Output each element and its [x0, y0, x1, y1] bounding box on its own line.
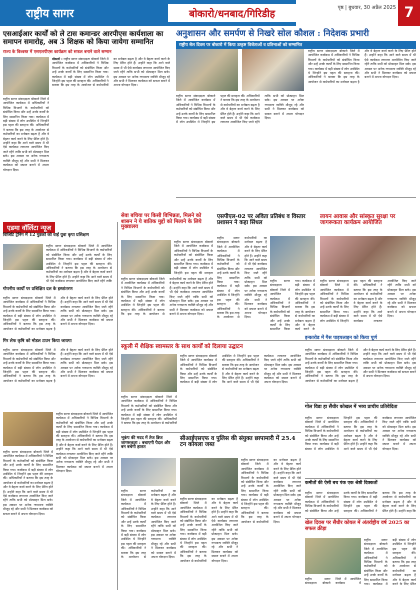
story-4-body: राष्ट्रीय सागर संवाददाता बोकारो जिले में आयोजित कार्यक्रम में अधिकारियों ने विभिन्न विभागों के कर्मचारियों को संबोधित किया और उन्हें उनके कार्यों के लिए सम्मानित किया गया। कार्यक्रम में बड़ी संख्या में लोग उपस्थित थे जिन्होंने इस पहल की सराहना की। अधिकारियों ने बताया कि इस तरह के आयोजन से कर्मचारियों का मनोबल बढ़ता है और वे बेहतर कार्य करने के लिए प्रेरित होते हैं। उन्होंने कहा कि आने वाले समय में भी ऐसे कार्यक्रम लगातार आयोजित किए जाते रहेंगे ताकि सभी को प्रोत्साहन मिल सके। इस अवसर पर अनेक गणमान्य व्यक्ति मौजूद रहे और सभी ने मिलकर कार्यक्रम को सफल बनाने में अपना योगदान दिया। — [217, 236, 267, 320]
news-box-item-3: गिर लेफ कृषि को मोडल टाउन किया जायगा — [3, 339, 72, 344]
story-3-headline: सेवा बचिया पर किसी विभिन्नता, मिलने को शासन ने ये बातिक मुद्दों को मिलाने के लिये मुख्यालय — [121, 213, 202, 231]
news-box-photo — [3, 244, 43, 270]
issue-date: पृष्ठ | बुधवार, 30 अप्रैल 2025 — [337, 5, 396, 11]
story-2-body: राष्ट्रीय सागर संवाददाता बोकारो जिले में आयोजित कार्यक्रम में अधिकारियों ने विभिन्न विभागों के कर्मचारियों को संबोधित किया और उन्हें उनके कार्यों के लिए सम्मानित किया गया। कार्यक्रम में बड़ी संख्या में लोग उपस्थित थे जिन्होंने इस पहल की सराहना की। अधिकारियों ने बताया कि इस तरह के आयोजन से कर्मचारियों का मनोबल बढ़ता है और वे बेहतर कार्य करने के लिए प्रेरित होते हैं। उन्होंने कहा कि आने वाले समय में भी ऐसे कार्यक्रम लगातार आयोजित किए जाते रहेंगे ताकि सभी को प्रोत्साहन मिल सके। इस अवसर पर अनेक गणमान्य व्यक्ति मौजूद रहे और सभी ने मिलकर कार्यक्रम को सफल बनाने में अपना योगदान दिया। — [176, 94, 304, 125]
story-2-subhead: राष्ट्रीय सेल दिवस पर बोकारो में किया उत्कृष्ट विजेताओं व प्रतिभाओं को सम्मानित — [176, 41, 416, 49]
masthead — [0, 0, 420, 26]
story-4-photo — [270, 236, 315, 276]
story-12-photo — [305, 538, 361, 574]
story-7-photo — [180, 458, 238, 494]
story-12-body-2: राष्ट्रीय सागर संवाददाता बोकारो जिले में आयोजित कार्यक्रम में — [305, 577, 361, 586]
story-1-body-cont: राष्ट्रीय सागर संवाददाता बोकारो जिले में आयोजित कार्यक्रम में अधिकारियों ने विभिन्न विभागों के कर्मचारियों को संबोधित किया और उन्हें उनके कार्यों के लिए सम्मानित किया गया। कार्यक्रम में बड़ी संख्या में लोग उपस्थित थे जिन्होंने इस पहल की सराहना की। अधिकारियों ने बताया कि इस तरह के आयोजन से कर्मचारियों का मनोबल बढ़ता है और वे बेहतर कार्य करने के लिए प्रेरित होते हैं। उन्होंने कहा कि आने वाले समय में भी ऐसे कार्यक्रम लगातार आयोजित किए जाते रहेंगे ताकि सभी को प्रोत्साहन मिल सके। इस अवसर पर अनेक गणमान्य व्यक्ति मौजूद रहे और सभी ने मिलकर कार्यक्रम को सफल बनाने में अपना योगदान दिया। — [3, 97, 49, 172]
story-10-body: राष्ट्रीय सागर संवाददाता बोकारो जिले में आयोजित कार्यक्रम में अधिकारियों ने विभिन्न विभागों के कर्मचारियों को संबोधित किया और उन्हें उनके कार्यों के लिए सम्मानित किया गया। कार्यक्रम में बड़ी संख्या में लोग उपस्थित थे जिन्होंने इस पहल की सराहना की। अधिकारियों ने बताया कि इस तरह के आयोजन से कर्मचारियों का मनोबल बढ़ता है और वे बेहतर कार्य करने के लिए प्रेरित होते हैं। उन्होंने कहा कि — [305, 491, 416, 513]
story-10-headline: कमीतों की ऐसी बच पंक एक श्रेष्ठी दिक्कतों — [305, 481, 378, 486]
story-4-headline: एसपीएल-02 पर अविता प्रतिबंध व विस्तार प्रशासन ने कहा सिंधल — [217, 214, 306, 227]
story-2-photo-1 — [176, 49, 238, 91]
story-2-headline: अनुशासन और समर्पण से निखरे सोल कौशल : निदेशक प्रभारी — [176, 29, 369, 39]
story-12-headline: खेल दिवस पर सैंधीर कोयल में अंतर्राष्ट्रीय वर्ष 2025 का सफल क्रीड़ा — [305, 520, 410, 532]
story-5-body: राष्ट्रीय सागर संवाददाता बोकारो जिले में आयोजित कार्यक्रम में अधिकारियों ने विभिन्न विभागों के कर्मचारियों को संबोधित किया और उन्हें उनके कार्यों के लिए सम्मानित किया गया। कार्यक्रम में बड़ी संख्या में लोग उपस्थित थे जिन्होंने इस पहल की सराहना की। अधिकारियों ने बताया कि इस तरह के आयोजन से कर्मचारियों का मनोबल बढ़ता है और वे बेहतर कार्य करने के लिए प्रेरित होते हैं। उन्होंने कहा कि आने वाले समय में भी ऐसे कार्यक्रम लगातार आयोजित किए जाते रहेंगे ताकि सभी को प्रोत्साहन मिल सके। इस अवसर पर अनेक गणमान्य व्यक्ति मौजूद रहे और सभी ने मिलकर कार्यक्रम को सफल बनाने में अपना योगदान दिया। — [320, 279, 416, 323]
story-4-body-2: राष्ट्रीय सागर संवाददाता बोकारो जिले में आयोजित कार्यक्रम में अधिकारियों ने विभिन्न विभागों के कर्मचारियों को संबोधित किया और उन्हें उनके कार्यों के लिए सम्मानित किया गया। कार्यक्रम में बड़ी संख्या में लोग उपस्थित थे जिन्होंने इस पहल की सराहना की। अधिकारियों ने बताया कि इस तरह के आयोजन से कर्मचारियों का मनोबल बढ़ता है और वे बेहतर कार्य करने के — [270, 279, 315, 332]
story-1-subhead: राज्य के विश्वस्त में एसएलपीएस कार्यक्रम को सफल बनाने वाले सम्मान — [3, 49, 112, 54]
story-6-body: राष्ट्रीय सागर संवाददाता बोकारो जिले में आयोजित कार्यक्रम में अधिकारियों ने विभिन्न विभागों के कर्मचारियों को संबोधित किया और उन्हें उनके कार्यों के लिए सम्मानित किया गया। कार्यक्रम में बड़ी संख्या में लोग उपस्थित थे जिन्होंने इस पहल की सराहना की। अधिकारियों ने बताया कि इस तरह के आयोजन से कर्मचारियों का मनोबल बढ़ता है और वे बेहतर कार्य करने के लिए प्रेरित होते हैं। उन्होंने कहा कि आने वाले समय में भी ऐसे कार्यक्रम लगातार आयोजित किए जाते रहेंगे ताकि सभी को प्रोत्साहन मिल सके। इस अवसर पर अनेक गणमान्य व्यक्ति मौजूद रहे और सभी ने मिलकर कार्यक्रम को सफल बनाने में अपना योगदान दिया। — [180, 354, 301, 385]
story-2-body-right: राष्ट्रीय सागर संवाददाता बोकारो जिले में आयोजित कार्यक्रम में अधिकारियों ने विभिन्न विभागों के कर्मचारियों को संबोधित किया और उन्हें उनके कार्यों के लिए सम्मानित किया गया। कार्यक्रम में बड़ी संख्या में लोग उपस्थित थे जिन्होंने इस पहल की सराहना की। अधिकारियों ने बताया कि इस तरह के आयोजन से कर्मचारियों का मनोबल बढ़ता है और वे बेहतर कार्य करने के लिए प्रेरित होते हैं। उन्होंने कहा कि आने वाले समय में भी ऐसे कार्यक्रम लगातार आयोजित किए जाते रहेंगे ताकि सभी को प्रोत्साहन मिल सके। इस अवसर पर अनेक गणमान्य व्यक्ति मौजूद रहे और सभी ने मिलकर कार्यक्रम को सफल बनाने में अपना योगदान दिया। — [308, 49, 416, 84]
story-5-headline: लायन आवास और सांस्कृत सुरक्षा पर जागरूकता कार्यक्रम आयोजित — [320, 214, 396, 227]
story-12-body: राष्ट्रीय सागर संवाददाता बोकारो जिले में आयोजित कार्यक्रम में अधिकारियों ने विभिन्न विभागों के कर्मचारियों को संबोधित किया और उन्हें उनके कार्यों के लिए सम्मानित किया गया। कार्यक्रम में बड़ी संख्या में लोग उपस्थित थे जिन्होंने इस पहल की सराहना की। अधिकारियों ने बताया कि इस तरह के आयोजन से कर्मचारियों का मनोबल बढ़ता है और वे बेहतर कार्य करने के लिए प्रेरित — [364, 538, 416, 587]
story-3-body: राष्ट्रीय सागर संवाददाता बोकारो जिले में आयोजित कार्यक्रम में अधिकारियों ने विभिन्न विभागों के कर्मचारियों को संबोधित किया और उन्हें उनके कार्यों के लिए सम्मानित किया गया। कार्यक्रम में बड़ी संख्या में लोग उपस्थित थे जिन्होंने इस पहल की सराहना की। अधिकारियों ने बताया कि इस तरह के आयोजन से कर्मचारियों का मनोबल बढ़ता है और वे बेहतर कार्य करने के लिए प्रेरित होते हैं। उन्होंने कहा कि आने वाले समय में भी ऐसे कार्यक्रम लगातार आयोजित किए जाते रहेंगे ताकि सभी को प्रोत्साहन मिल सके। इस अवसर पर अनेक गणमान्य व्यक्ति मौजूद रहे और सभी ने मिलकर कार्यक्रम को सफल बनाने में अपना योगदान दिया। — [121, 277, 213, 317]
news-box-item-1: विजिटि ट्रेनिंग में 12 गुडकों को वाई युवा कृपा प्रशिक्षण — [3, 233, 89, 238]
story-1-headline: एसआईआर कार्यों को ले टास कमान्डर आरपीएस कार्यशाला का समापन समारोह, अब 3 शिक्षक को किया जायेगा सम्मानित — [3, 29, 164, 46]
story-8-body: राष्ट्रीय सागर संवाददाता बोकारो जिले में आयोजित कार्यक्रम में अधिकारियों ने विभिन्न विभागों के कर्मचारियों को संबोधित किया और उन्हें उनके कार्यों के लिए सम्मानित किया गया। कार्यक्रम में बड़ी संख्या में लोग उपस्थित थे जिन्होंने इस पहल की सराहना की। अधिकारियों ने बताया कि इस तरह के आयोजन से कर्मचारियों का मनोबल बढ़ता है और वे बेहतर कार्य करने के लिए प्रेरित होते हैं। उन्होंने कहा कि आने वाले समय में भी ऐसे कार्यक्रम लगातार आयोजित किए जाते रहेंगे ताकि सभी को प्रोत्साहन मिल सके। इस अवसर पर अनेक गणमान्य व्यक्ति मौजूद रहे और सभी ने मिलकर कार्यक्रम को सफल बनाने में अपना योगदान दिया। — [121, 489, 176, 560]
story-6-photo — [121, 354, 177, 392]
section-title: राष्ट्रीय सागर — [0, 0, 118, 26]
news-box-body-5: राष्ट्रीय सागर संवाददाता बोकारो जिले में आयोजित कार्यक्रम में अधिकारियों ने विभिन्न विभागों के कर्मचारियों को संबोधित किया और उन्हें उनके कार्यों के लिए सम्मानित किया गया। कार्यक्रम में बड़ी संख्या में लोग उपस्थित थे जिन्होंने इस पहल की सराहना की। अधिकारियों ने बताया कि इस तरह के आयोजन से कर्मचारियों का मनोबल बढ़ता है और वे बेहतर कार्य करने के लिए प्रेरित होते हैं। उन्होंने कहा कि आने वाले समय में भी ऐसे कार्यक्रम लगातार आयोजित किए जाते रहेंगे ताकि सभी को प्रोत्साहन मिल सके। इस अवसर पर अनेक गणमान्य व्यक्ति मौजूद रहे और सभी ने मिलकर कार्यक्रम को सफल बनाने में अपना योगदान दिया। — [3, 450, 53, 516]
news-box-title: एडमा वॉलिंटा न्यूज — [3, 222, 55, 233]
story-3-body-side: राष्ट्रीय सागर संवाददाता बोकारो जिले में आयोजित कार्यक्रम में अधिकारियों ने विभिन्न विभागों के कर्मचारियों को संबोधित किया और उन्हें उनके कार्यों के लिए सम्मानित किया गया। कार्यक्रम में बड़ी संख्या में लोग उपस्थित थे जिन्होंने इस पहल की सराहना — [174, 240, 213, 275]
story-1-body: बोकारो : राष्ट्रीय सागर संवाददाता बोकारो जिले में आयोजित कार्यक्रम में अधिकारियों ने विभिन्न विभागों के कर्मचारियों को संबोधित किया और उन्हें उनके कार्यों के लिए सम्मानित किया गया। कार्यक्रम में बड़ी संख्या में लोग उपस्थित थे जिन्होंने इस पहल की सराहना की। अधिकारियों ने बताया कि इस तरह के आयोजन से कर्मचारियों का मनोबल बढ़ता है और वे बेहतर कार्य करने के लिए प्रेरित होते हैं। उन्होंने कहा कि आने वाले समय में भी ऐसे कार्यक्रम लगातार आयोजित किए जाते रहेंगे ताकि सभी को प्रोत्साहन मिल सके। इस अवसर पर अनेक गणमान्य व्यक्ति मौजूद रहे और सभी ने मिलकर कार्यक्रम को सफल बनाने में अपना योगदान दिया। — [52, 57, 170, 88]
news-box-item-2: गोपनीय कार्यों पर प्रशिक्षित दल के हस्तांतरण — [3, 287, 73, 292]
story-7-headline: सीआईएसएफ व पुलिस की संयुक्त छापामारी में 25.4 टन कोयला जब्त — [180, 436, 296, 449]
news-box-body-2: राष्ट्रीय सागर संवाददाता बोकारो जिले में आयोजित कार्यक्रम में अधिकारियों ने विभिन्न विभागों के कर्मचारियों को संबोधित किया और उन्हें उनके कार्यों के लिए सम्मानित किया गया। कार्यक्रम में बड़ी संख्या में लोग उपस्थित थे जिन्होंने इस पहल की सराहना की। अधिकारियों ने बताया कि इस तरह के आयोजन से कर्मचारियों का मनोबल बढ़ता है और वे बेहतर कार्य करने के लिए प्रेरित होते हैं। उन्होंने कहा कि आने वाले समय में भी ऐसे कार्यक्रम लगातार आयोजित किए जाते रहेंगे ताकि सभी को प्रोत्साहन मिल सके। इस अवसर पर अनेक गणमान्य व्यक्ति मौजूद रहे और सभी ने मिलकर कार्यक्रम को सफल बनाने में अपना योगदान दिया। — [3, 296, 113, 331]
news-box-body-4: राष्ट्रीय सागर संवाददाता बोकारो जिले में आयोजित कार्यक्रम में अधिकारियों ने विभिन्न विभागों के कर्मचारियों को संबोधित किया और उन्हें उनके कार्यों के लिए सम्मानित किया गया। कार्यक्रम में बड़ी संख्या में लोग उपस्थित थे जिन्होंने इस पहल की सराहना की। अधिकारियों ने बताया कि इस तरह के आयोजन से कर्मचारियों का मनोबल बढ़ता है और वे बेहतर कार्य करने के लिए प्रेरित होते हैं। उन्होंने कहा कि आने वाले समय में भी ऐसे कार्यक्रम लगातार आयोजित किए जाते रहेंगे ताकि सभी को प्रोत्साहन मिल सके। इस अवसर पर अनेक गणमान्य व्यक्ति मौजूद रहे और सभी ने मिलकर कार्यक्रम को सफल बनाने में अपना योगदान दिया। — [56, 412, 113, 474]
news-box-photo-2 — [3, 412, 53, 446]
story-1-photo — [3, 57, 49, 95]
story-6-body-2: राष्ट्रीय सागर संवाददाता बोकारो जिले में आयोजित कार्यक्रम में अधिकारियों ने विभिन्न विभागों के कर्मचारियों को संबोधित किया और उन्हें उनके कार्यों के लिए सम्मानित किया गया। कार्यक्रम में बड़ी संख्या में लोग उपस्थित थे जिन्होंने इस पहल की सराहना की। अधिकारियों ने बताया कि इस तरह के आयोजन से कर्मचारियों — [121, 395, 177, 426]
story-6-headline: स्कूली में शैक्षिक स्वामस्तर के साथ कार्यों को दिलाया उद्घाटन — [121, 344, 243, 350]
story-7-body-2: राष्ट्रीय सागर संवाददाता बोकारो जिले में आयोजित कार्यक्रम में अधिकारियों ने विभिन्न विभागों के कर्मचारियों को संबोधित किया और उन्हें उनके कार्यों के लिए सम्मानित किया गया। कार्यक्रम में बड़ी संख्या में लोग उपस्थित थे जिन्होंने इस पहल की सराहना की। अधिकारियों ने बताया कि इस तरह के आयोजन से कर्मचारियों का मनोबल बढ़ता है और वे बेहतर कार्य करने के लिए प्रेरित होते हैं। उन्होंने कहा कि आने वाले समय में भी ऐसे कार्यक्रम लगातार आयोजित किए जाते रहेंगे ताकि सभी को प्रोत्साहन मिल सके। इस अवसर पर अनेक गणमान्य व्यक्ति मौजूद रहे और सभी ने मिलकर कार्यक्रम को सफल बनाने में अपना योगदान दिया। — [180, 497, 238, 563]
story-8-headline: भूकंप की मदद में तेज ब्रिज जागरूकता : बचाएगी पैदल और बन बचेगी हालत — [121, 435, 171, 450]
page-number: 7 — [398, 0, 420, 26]
story-9-headline: गोल विडा हा सैंधीर कोखल में भव्य प्राचीय प्रतिवेदिता — [305, 404, 398, 410]
story-3-photo — [121, 240, 171, 274]
story-2-photo-2 — [242, 49, 304, 91]
story-7-body: राष्ट्रीय सागर संवाददाता बोकारो जिले में आयोजित कार्यक्रम में अधिकारियों ने विभिन्न विभागों के कर्मचारियों को संबोधित किया और उन्हें उनके कार्यों के लिए सम्मानित किया गया। कार्यक्रम में बड़ी संख्या में लोग उपस्थित थे जिन्होंने इस पहल की सराहना की। अधिकारियों ने बताया कि इस तरह के आयोजन से कर्मचारियों का मनोबल बढ़ता है और वे बेहतर कार्य करने के लिए प्रेरित होते हैं। उन्होंने कहा कि आने वाले समय में भी ऐसे कार्यक्रम लगातार आयोजित किए जाते रहेंगे ताकि सभी को प्रोत्साहन मिल सके। इस अवसर पर अनेक गणमान्य व्यक्ति मौजूद रहे और सभी ने मिलकर कार्यक्रम को सफल बनाने में अपना योगदान दिया। — [241, 458, 301, 524]
story-8-photo — [121, 458, 176, 486]
news-box-body-1: राष्ट्रीय सागर संवाददाता बोकारो जिले में आयोजित कार्यक्रम में अधिकारियों ने विभिन्न विभागों के कर्मचारियों को संबोधित किया और उन्हें उनके कार्यों के लिए सम्मानित किया गया। कार्यक्रम में बड़ी संख्या में लोग उपस्थित थे जिन्होंने इस पहल की सराहना की। अधिकारियों ने बताया कि इस तरह के आयोजन से कर्मचारियों का मनोबल बढ़ता है और वे बेहतर कार्य करने के लिए प्रेरित होते हैं। उन्होंने कहा कि आने वाले समय में भी ऐसे कार्यक्रम लगातार आयोजित किए जाते रहेंगे ताकि — [46, 244, 112, 284]
story-11-body: राष्ट्रीय सागर संवाददाता बोकारो जिले में आयोजित कार्यक्रम में अधिकारियों ने विभिन्न विभागों के कर्मचारियों को संबोधित किया और उन्हें उनके कार्यों के लिए सम्मानित किया गया। कार्यक्रम में बड़ी संख्या में लोग उपस्थित थे जिन्होंने इस पहल की सराहना की। अधिकारियों ने बताया कि इस तरह के आयोजन से कर्मचारियों का मनोबल बढ़ता है और वे बेहतर कार्य करने के लिए प्रेरित होते हैं। उन्होंने कहा कि आने वाले समय में भी ऐसे कार्यक्रम लगातार आयोजित किए जाते रहेंगे ताकि सभी को प्रोत्साहन मिल सके। इस अवसर पर अनेक गणमान्य व्यक्ति मौजूद रहे और सभी ने मिलकर कार्यक्रम को सफल बनाने में अपना योगदान दिया। — [305, 348, 416, 383]
story-11-headline: इन्कारोड में गैस पाइपलाइन को किया पूर्ण — [305, 335, 377, 341]
city-edition: बोकारो/धनबाद/गिरिडीह — [168, 4, 296, 22]
story-9-body: राष्ट्रीय सागर संवाददाता बोकारो जिले में आयोजित कार्यक्रम में अधिकारियों ने विभिन्न विभागों के कर्मचारियों को संबोधित किया और उन्हें उनके कार्यों के लिए सम्मानित किया गया। कार्यक्रम में बड़ी संख्या में लोग उपस्थित थे जिन्होंने इस पहल की सराहना की। अधिकारियों ने बताया कि इस तरह के आयोजन से कर्मचारियों का मनोबल बढ़ता है और वे बेहतर कार्य करने के लिए प्रेरित होते हैं। उन्होंने कहा कि आने वाले समय में भी ऐसे कार्यक्रम लगातार आयोजित किए जाते रहेंगे ताकि सभी को प्रोत्साहन मिल सके। इस अवसर पर अनेक गणमान्य व्यक्ति मौजूद रहे और सभी ने मिलकर कार्यक्रम को सफल बनाने में अपना योगदान दिया। — [305, 416, 416, 451]
news-box-body-3: राष्ट्रीय सागर संवाददाता बोकारो जिले में आयोजित कार्यक्रम में अधिकारियों ने विभिन्न विभागों के कर्मचारियों को संबोधित किया और उन्हें उनके कार्यों के लिए सम्मानित किया गया। कार्यक्रम में बड़ी संख्या में लोग उपस्थित थे जिन्होंने इस पहल की सराहना की। अधिकारियों ने बताया कि इस तरह के आयोजन से कर्मचारियों का मनोबल बढ़ता है और वे बेहतर कार्य करने के लिए प्रेरित होते हैं। उन्होंने कहा कि आने वाले समय में भी ऐसे कार्यक्रम लगातार आयोजित किए जाते रहेंगे ताकि सभी को प्रोत्साहन मिल सके। इस अवसर पर अनेक गणमान्य व्यक्ति मौजूद रहे और सभी ने मिलकर कार्यक्रम को सफल बनाने में अपना योगदान दिया। — [3, 348, 113, 383]
story-5-photo — [320, 236, 416, 276]
